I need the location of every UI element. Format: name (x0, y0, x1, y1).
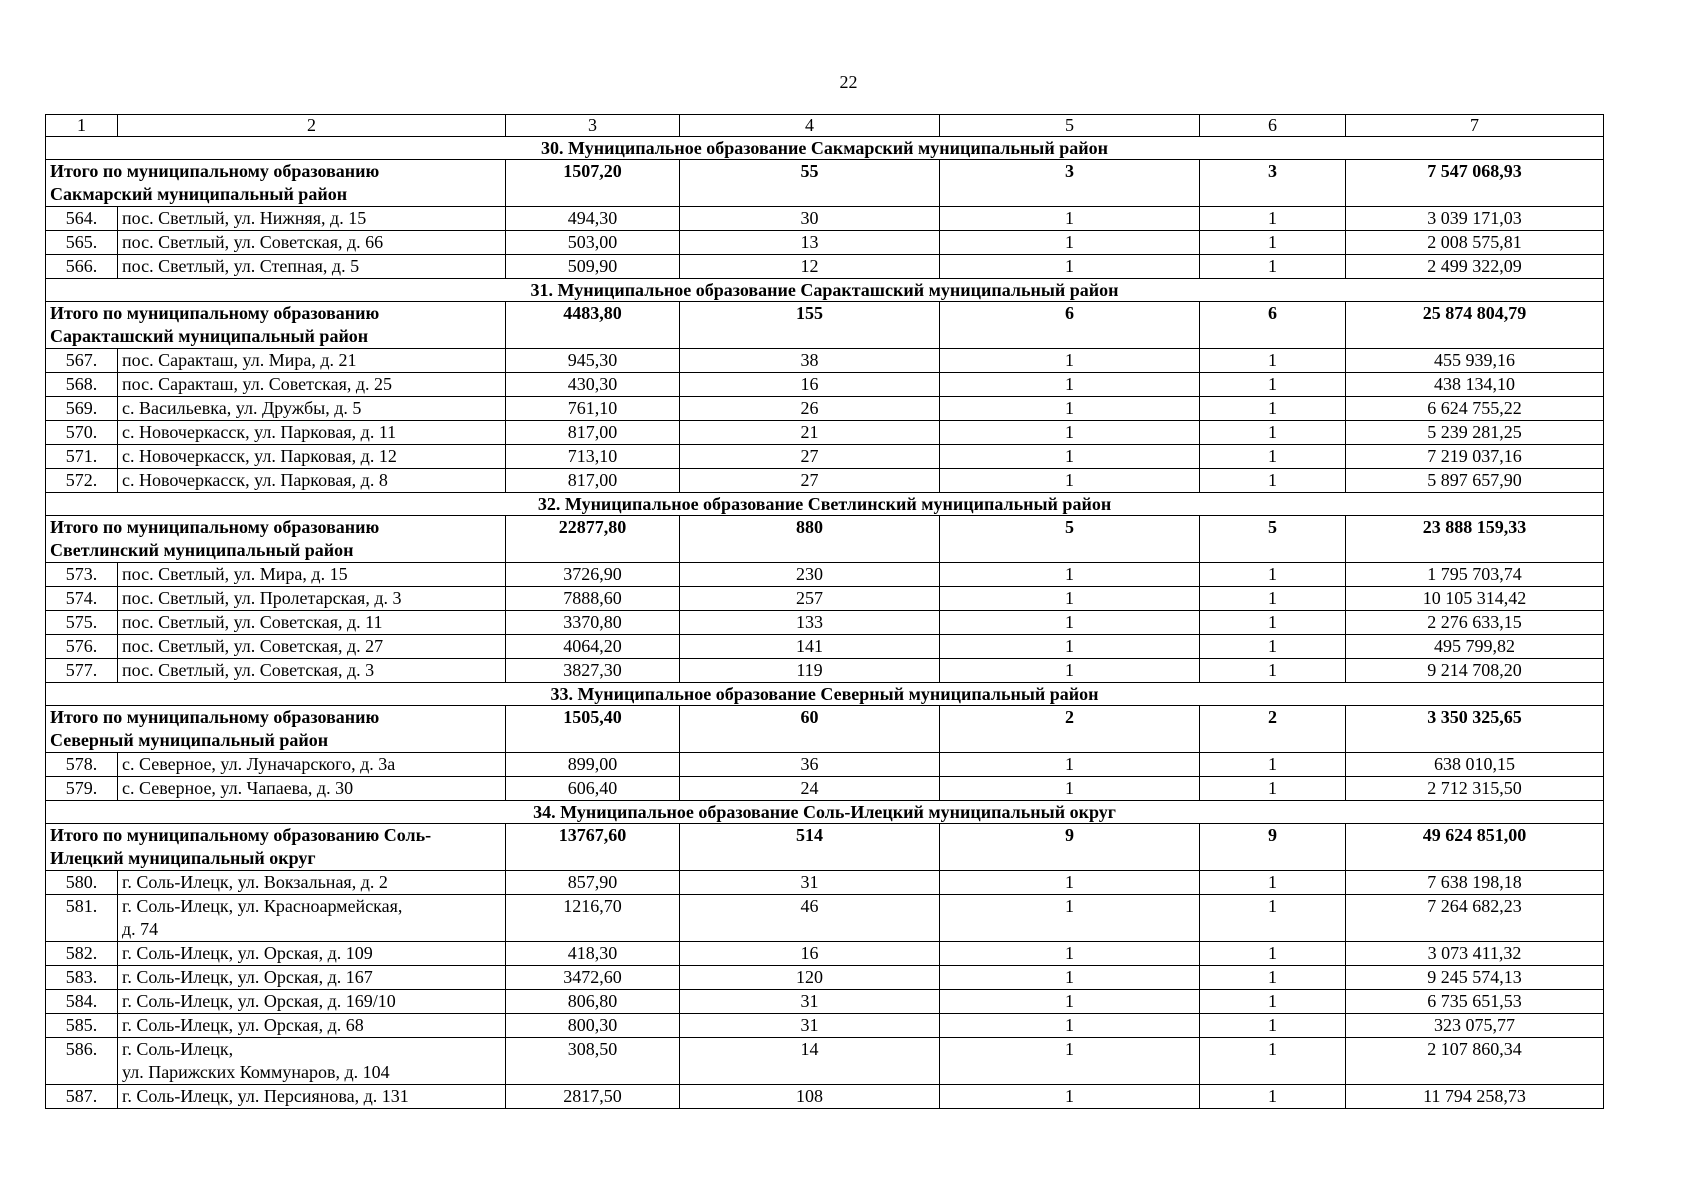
total-label-line2: Сакмарский муниципальный район (50, 184, 348, 204)
row-c5: 1 (940, 231, 1200, 255)
table-row (46, 1014, 1604, 1038)
table-row (46, 942, 1604, 966)
row-c3: 606,40 (506, 777, 680, 801)
row-c3: 4064,20 (506, 635, 680, 659)
row-c5: 1 (940, 966, 1200, 990)
row-number: 575. (46, 611, 118, 635)
row-c5: 1 (940, 349, 1200, 373)
column-number-7: 7 (1346, 115, 1604, 137)
row-c4: 257 (680, 587, 940, 611)
row-c3: 817,00 (506, 421, 680, 445)
row-address (118, 966, 506, 990)
row-address (118, 349, 506, 373)
address-line1: пос. Светлый, ул. Пролетарская, д. 3 (122, 588, 402, 608)
row-c5: 1 (940, 942, 1200, 966)
row-address (118, 421, 506, 445)
row-address (118, 207, 506, 231)
total-c6: 5 (1200, 516, 1346, 563)
section-title: 33. Муниципальное образование Северный муниципальный район (46, 683, 1604, 706)
row-c7: 323 075,77 (1346, 1014, 1604, 1038)
row-c3: 3370,80 (506, 611, 680, 635)
row-c3: 1216,70 (506, 895, 680, 942)
table-row (46, 397, 1604, 421)
row-c5: 1 (940, 895, 1200, 942)
row-c6: 1 (1200, 207, 1346, 231)
row-c7: 10 105 314,42 (1346, 587, 1604, 611)
row-number: 569. (46, 397, 118, 421)
total-c5: 2 (940, 706, 1200, 753)
total-label-line2: Илецкий муниципальный округ (50, 848, 316, 868)
row-c5: 1 (940, 255, 1200, 279)
row-c7: 3 073 411,32 (1346, 942, 1604, 966)
row-c7: 2 008 575,81 (1346, 231, 1604, 255)
row-c4: 133 (680, 611, 940, 635)
total-label (46, 706, 506, 753)
section-header-row (46, 683, 1604, 706)
address-line1: с. Северное, ул. Чапаева, д. 30 (122, 778, 354, 798)
table-row (46, 373, 1604, 397)
address-line1: с. Новочеркасск, ул. Парковая, д. 11 (122, 422, 397, 442)
row-c5: 1 (940, 635, 1200, 659)
row-address (118, 1014, 506, 1038)
column-number-1: 1 (46, 115, 118, 137)
row-number: 583. (46, 966, 118, 990)
row-c5: 1 (940, 777, 1200, 801)
row-number: 573. (46, 563, 118, 587)
row-address (118, 231, 506, 255)
row-c4: 46 (680, 895, 940, 942)
total-c5: 6 (940, 302, 1200, 349)
row-c6: 1 (1200, 777, 1346, 801)
table-row (46, 635, 1604, 659)
row-address (118, 635, 506, 659)
total-c3: 1507,20 (506, 160, 680, 207)
row-c4: 27 (680, 469, 940, 493)
row-c6: 1 (1200, 871, 1346, 895)
total-c4: 60 (680, 706, 940, 753)
row-c4: 31 (680, 1014, 940, 1038)
address-line1: г. Соль-Илецк, (122, 1039, 234, 1059)
total-c5: 5 (940, 516, 1200, 563)
table-row (46, 349, 1604, 373)
row-c5: 1 (940, 1014, 1200, 1038)
row-c5: 1 (940, 445, 1200, 469)
row-c6: 1 (1200, 753, 1346, 777)
column-number-5: 5 (940, 115, 1200, 137)
table-row (46, 777, 1604, 801)
row-c5: 1 (940, 207, 1200, 231)
row-number: 566. (46, 255, 118, 279)
total-label-line2: Светлинский муниципальный район (50, 540, 354, 560)
row-c5: 1 (940, 659, 1200, 683)
address-line1: с. Северное, ул. Луначарского, д. 3а (122, 754, 396, 774)
row-c6: 1 (1200, 231, 1346, 255)
section-header-row (46, 493, 1604, 516)
row-c7: 1 795 703,74 (1346, 563, 1604, 587)
row-c7: 6 735 651,53 (1346, 990, 1604, 1014)
row-c7: 6 624 755,22 (1346, 397, 1604, 421)
total-c6: 2 (1200, 706, 1346, 753)
row-number: 576. (46, 635, 118, 659)
total-row (46, 516, 1604, 563)
address-line1: г. Соль-Илецк, ул. Вокзальная, д. 2 (122, 872, 388, 892)
table-row (46, 966, 1604, 990)
row-c6: 1 (1200, 373, 1346, 397)
row-c5: 1 (940, 469, 1200, 493)
table-row (46, 421, 1604, 445)
row-number: 572. (46, 469, 118, 493)
total-label-line1: Итого по муниципальному образованию (50, 303, 380, 323)
row-address (118, 777, 506, 801)
row-c4: 120 (680, 966, 940, 990)
total-row (46, 824, 1604, 871)
table-row (46, 611, 1604, 635)
row-c3: 857,90 (506, 871, 680, 895)
total-row (46, 302, 1604, 349)
row-number: 586. (46, 1038, 118, 1085)
table-row (46, 445, 1604, 469)
row-c4: 36 (680, 753, 940, 777)
row-c6: 1 (1200, 1085, 1346, 1109)
total-c4: 55 (680, 160, 940, 207)
row-c7: 11 794 258,73 (1346, 1085, 1604, 1109)
row-c3: 3827,30 (506, 659, 680, 683)
row-address (118, 942, 506, 966)
row-c5: 1 (940, 871, 1200, 895)
row-c6: 1 (1200, 611, 1346, 635)
total-c6: 3 (1200, 160, 1346, 207)
row-number: 567. (46, 349, 118, 373)
row-number: 574. (46, 587, 118, 611)
table-row (46, 753, 1604, 777)
address-line1: г. Соль-Илецк, ул. Орская, д. 109 (122, 943, 373, 963)
row-c4: 26 (680, 397, 940, 421)
row-number: 570. (46, 421, 118, 445)
row-c3: 503,00 (506, 231, 680, 255)
row-address (118, 990, 506, 1014)
row-c4: 27 (680, 445, 940, 469)
total-row (46, 160, 1604, 207)
table-row (46, 990, 1604, 1014)
total-label-line2: Северный муниципальный район (50, 730, 329, 750)
row-c3: 430,30 (506, 373, 680, 397)
row-c7: 495 799,82 (1346, 635, 1604, 659)
address-line1: пос. Светлый, ул. Советская, д. 3 (122, 660, 375, 680)
row-c3: 899,00 (506, 753, 680, 777)
row-c6: 1 (1200, 1038, 1346, 1085)
row-c6: 1 (1200, 469, 1346, 493)
row-c7: 5 897 657,90 (1346, 469, 1604, 493)
column-number-6: 6 (1200, 115, 1346, 137)
total-label (46, 160, 506, 207)
total-c6: 6 (1200, 302, 1346, 349)
address-line1: пос. Саракташ, ул. Мира, д. 21 (122, 350, 357, 370)
row-c6: 1 (1200, 421, 1346, 445)
row-number: 564. (46, 207, 118, 231)
table-row (46, 587, 1604, 611)
total-c7: 25 874 804,79 (1346, 302, 1604, 349)
row-c4: 31 (680, 990, 940, 1014)
row-c3: 509,90 (506, 255, 680, 279)
column-number-3: 3 (506, 115, 680, 137)
row-c4: 12 (680, 255, 940, 279)
total-c4: 880 (680, 516, 940, 563)
total-c4: 155 (680, 302, 940, 349)
row-address (118, 1085, 506, 1109)
row-number: 565. (46, 231, 118, 255)
row-c6: 1 (1200, 1014, 1346, 1038)
row-number: 582. (46, 942, 118, 966)
row-number: 579. (46, 777, 118, 801)
total-c6: 9 (1200, 824, 1346, 871)
row-c4: 24 (680, 777, 940, 801)
row-c5: 1 (940, 1085, 1200, 1109)
table-row (46, 1085, 1604, 1109)
row-c3: 713,10 (506, 445, 680, 469)
row-c7: 2 712 315,50 (1346, 777, 1604, 801)
row-c6: 1 (1200, 445, 1346, 469)
address-line1: с. Новочеркасск, ул. Парковая, д. 8 (122, 470, 388, 490)
address-line1: пос. Светлый, ул. Советская, д. 66 (122, 232, 384, 252)
row-address (118, 659, 506, 683)
row-c7: 7 638 198,18 (1346, 871, 1604, 895)
address-line2: ул. Парижских Коммунаров, д. 104 (122, 1062, 390, 1082)
row-c4: 30 (680, 207, 940, 231)
address-line1: г. Соль-Илецк, ул. Орская, д. 68 (122, 1015, 364, 1035)
row-c5: 1 (940, 587, 1200, 611)
row-c7: 7 264 682,23 (1346, 895, 1604, 942)
row-c5: 1 (940, 753, 1200, 777)
row-c3: 945,30 (506, 349, 680, 373)
section-title: 34. Муниципальное образование Соль-Илецкий муниципальный округ (46, 801, 1604, 824)
row-c5: 1 (940, 397, 1200, 421)
row-c6: 1 (1200, 942, 1346, 966)
housing-table (45, 114, 1604, 1109)
total-label-line2: Саракташский муниципальный район (50, 326, 369, 346)
row-c6: 1 (1200, 349, 1346, 373)
row-address (118, 611, 506, 635)
row-c6: 1 (1200, 895, 1346, 942)
row-c3: 817,00 (506, 469, 680, 493)
total-c3: 22877,80 (506, 516, 680, 563)
total-c3: 1505,40 (506, 706, 680, 753)
section-header-row (46, 801, 1604, 824)
section-title: 31. Муниципальное образование Саракташский муниципальный район (46, 279, 1604, 302)
row-c4: 119 (680, 659, 940, 683)
row-c3: 308,50 (506, 1038, 680, 1085)
column-number-row (46, 115, 1604, 137)
row-c7: 9 214 708,20 (1346, 659, 1604, 683)
row-c4: 14 (680, 1038, 940, 1085)
address-line1: пос. Светлый, ул. Советская, д. 11 (122, 612, 383, 632)
row-number: 580. (46, 871, 118, 895)
row-number: 577. (46, 659, 118, 683)
total-c7: 49 624 851,00 (1346, 824, 1604, 871)
row-c7: 9 245 574,13 (1346, 966, 1604, 990)
row-c3: 494,30 (506, 207, 680, 231)
row-number: 571. (46, 445, 118, 469)
row-c4: 16 (680, 942, 940, 966)
row-address (118, 445, 506, 469)
row-c6: 1 (1200, 966, 1346, 990)
table-row (46, 871, 1604, 895)
column-number-2: 2 (118, 115, 506, 137)
row-c5: 1 (940, 1038, 1200, 1085)
total-label (46, 824, 506, 871)
row-c3: 806,80 (506, 990, 680, 1014)
row-address (118, 895, 506, 942)
total-label-line1: Итого по муниципальному образованию (50, 517, 380, 537)
row-c6: 1 (1200, 659, 1346, 683)
row-c3: 7888,60 (506, 587, 680, 611)
row-number: 584. (46, 990, 118, 1014)
address-line1: г. Соль-Илецк, ул. Орская, д. 167 (122, 967, 373, 987)
row-c7: 638 010,15 (1346, 753, 1604, 777)
row-c6: 1 (1200, 563, 1346, 587)
total-c7: 7 547 068,93 (1346, 160, 1604, 207)
row-c5: 1 (940, 563, 1200, 587)
row-c5: 1 (940, 611, 1200, 635)
address-line1: с. Новочеркасск, ул. Парковая, д. 12 (122, 446, 397, 466)
row-c3: 3726,90 (506, 563, 680, 587)
table-row (46, 207, 1604, 231)
table-row (46, 255, 1604, 279)
section-header-row (46, 137, 1604, 160)
total-c7: 3 350 325,65 (1346, 706, 1604, 753)
address-line1: пос. Светлый, ул. Мира, д. 15 (122, 564, 348, 584)
row-c4: 13 (680, 231, 940, 255)
total-c5: 3 (940, 160, 1200, 207)
row-c4: 16 (680, 373, 940, 397)
row-c7: 438 134,10 (1346, 373, 1604, 397)
total-row (46, 706, 1604, 753)
row-c3: 2817,50 (506, 1085, 680, 1109)
address-line1: пос. Светлый, ул. Степная, д. 5 (122, 256, 360, 276)
table-row (46, 231, 1604, 255)
row-c6: 1 (1200, 635, 1346, 659)
row-address (118, 587, 506, 611)
total-label (46, 516, 506, 563)
total-label (46, 302, 506, 349)
table-row (46, 659, 1604, 683)
address-line1: пос. Саракташ, ул. Советская, д. 25 (122, 374, 393, 394)
row-address (118, 373, 506, 397)
row-c6: 1 (1200, 587, 1346, 611)
total-label-line1: Итого по муниципальному образованию Соль- (50, 825, 432, 845)
row-address (118, 563, 506, 587)
row-address (118, 255, 506, 279)
row-c6: 1 (1200, 397, 1346, 421)
table-row (46, 1038, 1604, 1085)
row-address (118, 1038, 506, 1085)
row-number: 578. (46, 753, 118, 777)
row-number: 587. (46, 1085, 118, 1109)
address-line1: г. Соль-Илецк, ул. Персиянова, д. 131 (122, 1086, 409, 1106)
row-c4: 31 (680, 871, 940, 895)
row-c7: 2 276 633,15 (1346, 611, 1604, 635)
section-title: 32. Муниципальное образование Светлинский муниципальный район (46, 493, 1604, 516)
row-number: 568. (46, 373, 118, 397)
row-c3: 800,30 (506, 1014, 680, 1038)
row-address (118, 871, 506, 895)
row-c5: 1 (940, 421, 1200, 445)
table-body (46, 115, 1604, 1109)
section-title: 30. Муниципальное образование Сакмарский муниципальный район (46, 137, 1604, 160)
address-line1: пос. Светлый, ул. Советская, д. 27 (122, 636, 384, 656)
row-number: 585. (46, 1014, 118, 1038)
total-label-line1: Итого по муниципальному образованию (50, 161, 380, 181)
address-line2: д. 74 (122, 919, 159, 939)
table-row (46, 469, 1604, 493)
row-c4: 230 (680, 563, 940, 587)
row-c4: 141 (680, 635, 940, 659)
row-c5: 1 (940, 990, 1200, 1014)
section-header-row (46, 279, 1604, 302)
address-line1: с. Васильевка, ул. Дружбы, д. 5 (122, 398, 362, 418)
row-number: 581. (46, 895, 118, 942)
column-number-4: 4 (680, 115, 940, 137)
address-line1: пос. Светлый, ул. Нижняя, д. 15 (122, 208, 367, 228)
total-c7: 23 888 159,33 (1346, 516, 1604, 563)
row-address (118, 753, 506, 777)
total-c4: 514 (680, 824, 940, 871)
row-c3: 3472,60 (506, 966, 680, 990)
row-c3: 418,30 (506, 942, 680, 966)
row-c7: 7 219 037,16 (1346, 445, 1604, 469)
address-line1: г. Соль-Илецк, ул. Красноармейская, (122, 896, 403, 916)
table-row (46, 563, 1604, 587)
page-number: 22 (839, 72, 858, 92)
total-label-line1: Итого по муниципальному образованию (50, 707, 380, 727)
row-address (118, 397, 506, 421)
row-c6: 1 (1200, 990, 1346, 1014)
row-c6: 1 (1200, 255, 1346, 279)
table-row (46, 895, 1604, 942)
total-c3: 13767,60 (506, 824, 680, 871)
row-c7: 5 239 281,25 (1346, 421, 1604, 445)
total-c3: 4483,80 (506, 302, 680, 349)
row-c7: 2 107 860,34 (1346, 1038, 1604, 1085)
row-c4: 108 (680, 1085, 940, 1109)
row-c7: 3 039 171,03 (1346, 207, 1604, 231)
row-c4: 38 (680, 349, 940, 373)
row-c7: 2 499 322,09 (1346, 255, 1604, 279)
row-c3: 761,10 (506, 397, 680, 421)
address-line1: г. Соль-Илецк, ул. Орская, д. 169/10 (122, 991, 396, 1011)
total-c5: 9 (940, 824, 1200, 871)
row-c7: 455 939,16 (1346, 349, 1604, 373)
row-c4: 21 (680, 421, 940, 445)
row-c5: 1 (940, 373, 1200, 397)
row-address (118, 469, 506, 493)
